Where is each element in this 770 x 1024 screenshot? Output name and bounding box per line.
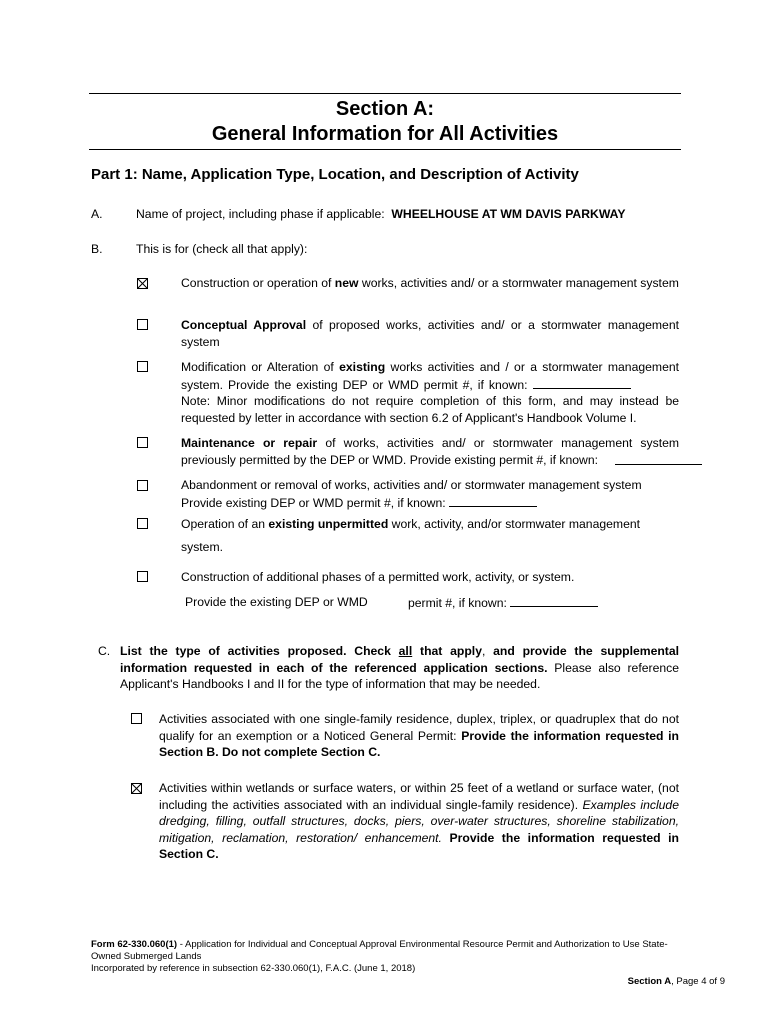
- modification-permit-field[interactable]: [533, 376, 631, 389]
- opt6-bold: existing unpermitted: [268, 517, 389, 531]
- title-bottom-rule: [89, 149, 681, 150]
- checkbox-conceptual-approval[interactable]: [137, 319, 148, 330]
- c-opt1-plain: Activities associated with one single-family residence, duplex, triplex, or quadruplex that do not qualify for an exemption or a Noticed General Permit:: [159, 712, 679, 743]
- footer-form-number: Form 62-330.060(1): [91, 939, 178, 950]
- c-comma: ,: [481, 644, 486, 658]
- item-c-intro: [120, 643, 679, 693]
- opt1-post: works, activities and/ or a stormwater management system: [361, 276, 679, 290]
- maintenance-permit-field[interactable]: [615, 452, 702, 465]
- checkbox-wetlands[interactable]: [131, 783, 142, 794]
- item-a-label: Name of project, including phase if applicable:: [136, 207, 385, 221]
- option-abandonment: [181, 477, 679, 511]
- opt7-line2b-wrap: [408, 594, 598, 612]
- c-opt1-bold: Provide the information requested in Section B. Do not complete Section C.: [159, 728, 680, 759]
- checkbox-additional-phases[interactable]: [137, 571, 148, 582]
- footer-section: Section A: [627, 976, 672, 987]
- option-maintenance: [181, 435, 679, 468]
- checkbox-abandonment[interactable]: [137, 480, 148, 491]
- footer-form-desc: - Application for Individual and Conceptual Approval Environmental Resource Permit and Authorization to Use State-Owned Submerged Lands: [91, 939, 668, 962]
- opt2-post: of proposed works, activities and/ or a stormwater management system: [181, 318, 679, 349]
- footer-incorporated: Incorporated by reference in subsection 62-330.060(1), F.A.C. (June 1, 2018): [91, 963, 416, 974]
- opt3-note: Note: Minor modifications do not require completion of this form, and may instead be requested by letter in accordance with section 6.2 of Applicant's Handbook Volume I.: [181, 394, 679, 425]
- footer-form: [91, 939, 691, 962]
- opt7-line2b: permit #, if known:: [408, 596, 507, 610]
- project-name-value[interactable]: WHEELHOUSE AT WM DAVIS PARKWAY: [391, 207, 626, 221]
- opt5-line2: Provide existing DEP or WMD permit #, if known:: [181, 495, 446, 510]
- opt7-line1: Construction of additional phases of a permitted work, activity, or system.: [181, 570, 575, 584]
- opt5-line1: Abandonment or removal of works, activities and/ or stormwater management system: [181, 478, 642, 492]
- item-b-marker: B.: [91, 242, 103, 256]
- opt3-bold: existing: [339, 360, 386, 374]
- additional-phases-permit-field[interactable]: [510, 594, 598, 607]
- c-opt2-italic: Examples include dredging, filling, outfall structures, docks, piers, over-water structures, shoreline stabilization, mitigation, reclamation, restoration/ enhancement.: [159, 797, 679, 845]
- item-a-marker: A.: [91, 207, 103, 221]
- checkbox-existing-unpermitted[interactable]: [137, 518, 148, 529]
- item-c-marker: C.: [98, 644, 111, 658]
- option-existing-unpermitted: [181, 516, 679, 533]
- checkbox-maintenance[interactable]: [137, 437, 148, 448]
- opt6-pre: Operation of an: [181, 517, 266, 531]
- opt1-bold: new: [334, 276, 359, 290]
- opt1-pre: Construction or operation of: [181, 276, 332, 290]
- c-bold2: that apply: [420, 644, 482, 658]
- opt6-line2: system.: [181, 540, 223, 554]
- option-new-construction: [181, 275, 679, 292]
- option-wetlands: [159, 780, 679, 863]
- item-b-label: This is for (check all that apply):: [136, 242, 308, 256]
- checkbox-single-family[interactable]: [131, 713, 142, 724]
- c-bold1: List the type of activities proposed. Check: [120, 644, 391, 658]
- checkbox-new-construction[interactable]: [137, 278, 148, 289]
- top-rule: [89, 93, 681, 94]
- opt7-line2a: Provide the existing DEP or WMD: [185, 595, 368, 609]
- c-plain: Please also reference Applicant's Handbooks I and II for the type of information that may be needed.: [120, 660, 679, 691]
- opt4-post: of works, activities and/ or stormwater management system previously permitted by the DEP or WMD. Provide existing permit #, if known:: [181, 436, 680, 467]
- part1-heading: Part 1: Name, Application Type, Location, and Description of Activity: [91, 166, 579, 183]
- page-title-line2: General Information for All Activities: [211, 123, 559, 145]
- page-title-line1: Section A:: [335, 98, 435, 120]
- opt3-mid: works activities and / or a stormwater management system. Provide the existing DEP or WMD permit #, if known:: [181, 360, 680, 392]
- option-conceptual-approval: [181, 317, 679, 350]
- c-opt2-bold: Provide the information requested in Section C.: [159, 830, 679, 861]
- opt4-bold: Maintenance or repair: [181, 436, 318, 450]
- opt6-post: work, activity, and/or stormwater management: [391, 517, 641, 531]
- footer-page: [628, 976, 725, 988]
- c-opt2-plain: Activities within wetlands or surface waters, or within 25 feet of a wetland or surface water, (not including the activities associated with an individual single-family residence).: [159, 781, 679, 812]
- checkbox-modification[interactable]: [137, 361, 148, 372]
- option-single-family: [159, 711, 679, 761]
- footer-page-number: , Page 4 of 9: [671, 976, 725, 987]
- opt2-bold: Conceptual Approval: [181, 318, 307, 332]
- item-a: [136, 206, 681, 223]
- c-bold-underline: all: [398, 644, 413, 658]
- option-modification: [181, 359, 679, 426]
- c-bold3: and provide the supplemental information requested in each of the referenced application sections.: [120, 644, 680, 675]
- opt3-pre: Modification or Alteration of: [181, 360, 334, 374]
- abandonment-permit-field[interactable]: [449, 494, 537, 507]
